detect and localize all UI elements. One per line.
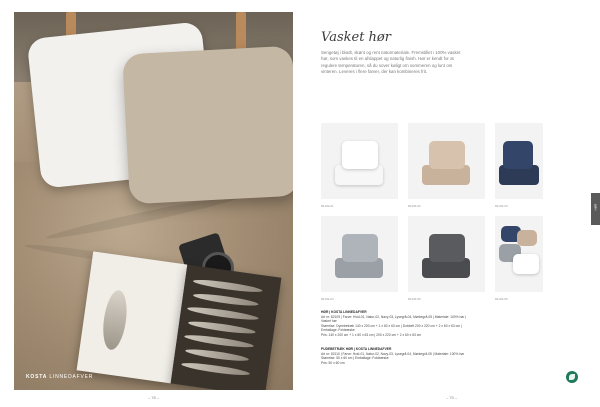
fish-illustration — [185, 347, 249, 363]
spec-line: Størrelse: 50 x 60 cm | Emballage: Foldeæske — [321, 356, 389, 361]
product-code: 82109-01 — [321, 204, 334, 208]
product-code: 82109-05 — [408, 297, 421, 301]
fish-illustration — [100, 289, 130, 351]
book-left-page — [77, 251, 188, 383]
pillow — [513, 254, 539, 274]
pillow — [429, 141, 465, 169]
fish-illustration — [187, 305, 259, 322]
product-tile-light-grey[interactable] — [321, 216, 398, 292]
fish-illustration — [181, 361, 250, 378]
product-code: 82109-06 — [495, 297, 508, 301]
page-title: Vasket hør — [321, 30, 391, 45]
left-page-number: – 78 – — [148, 395, 160, 400]
fish-illustration — [193, 278, 263, 295]
pillow — [342, 141, 378, 169]
spec-line: Størrelse: Dynebetræk 140 x 200 cm + 1 x 60 x 63 cm | Dobbelt 200 x 220 cm + 2 x 60 x 63 cm | Emballage: Foldeæske — [321, 323, 462, 333]
product-tile-navy[interactable] — [495, 123, 543, 199]
product-tile-dark-grey[interactable] — [408, 216, 485, 292]
spec-line: Pris: 140 x 200 cm + 1 x 60 x 63 cm | 200 x 220 cm + 2 x 60 x 63 cm — [321, 332, 422, 337]
fish-illustration — [193, 292, 259, 308]
product-tile-mixed[interactable] — [495, 216, 543, 292]
pillow — [503, 141, 533, 169]
spec-block-bedding — [321, 310, 471, 338]
fish-illustration — [184, 333, 254, 350]
bedroom-photo — [14, 12, 293, 390]
eco-label-icon — [566, 371, 578, 383]
spec-line: Art nr: 82110 | Farve: Hvid-01, Natur-02, Navy-03, Lysegrå-04, Mørkegrå-05 | Materiale: 100% hør — [321, 351, 465, 356]
book-right-page — [171, 265, 282, 390]
photo-caption — [26, 374, 93, 380]
spec-line: Pris: 50 x 60 cm — [321, 360, 345, 365]
product-code: 82109-03 — [495, 204, 508, 208]
right-page-number: – 79 – — [446, 395, 458, 400]
product-tile-white[interactable] — [321, 123, 398, 199]
intro-paragraph: Sengetøj i blødt, skønt og rent naturmateriale. Fremstillet i 100% vasket hør, som vaskes til en afslappet og naturlig finish. Hør er kendt for at regulere temperaturen, så du sover køligt om sommeren og lunt om vinteren. Leveres i flere farver, der kan kombineres frit. — [321, 50, 461, 74]
spec-heading: PUDEBETRÆK HØR | KOSTA LINNEDAFVER — [321, 347, 392, 351]
section-side-tab[interactable] — [591, 193, 600, 225]
caption-brand: KOSTA — [26, 374, 48, 380]
product-code: 82109-04 — [321, 297, 334, 301]
pillow — [517, 230, 537, 246]
fish-illustration — [188, 319, 256, 335]
pillow — [342, 234, 378, 262]
spec-line: Art nr: 82109 | Farve: Hvid-01, Natur-02, Navy-03, Lysegrå-04, Mørkegrå-05 | Materiale: 100% hør | Vasket hør — [321, 314, 467, 324]
product-code: 82109-02 — [408, 204, 421, 208]
leather-strap — [236, 12, 246, 52]
spec-block-pillowcase — [321, 347, 471, 365]
caption-text: LINNEDAFVER — [49, 374, 94, 380]
product-tile-natural[interactable] — [408, 123, 485, 199]
linen-pillow — [122, 46, 293, 205]
pillow — [429, 234, 465, 262]
side-tab-label: HØR — [593, 203, 598, 211]
spec-heading: HØR | KOSTA LINNEDAFVER — [321, 310, 367, 314]
